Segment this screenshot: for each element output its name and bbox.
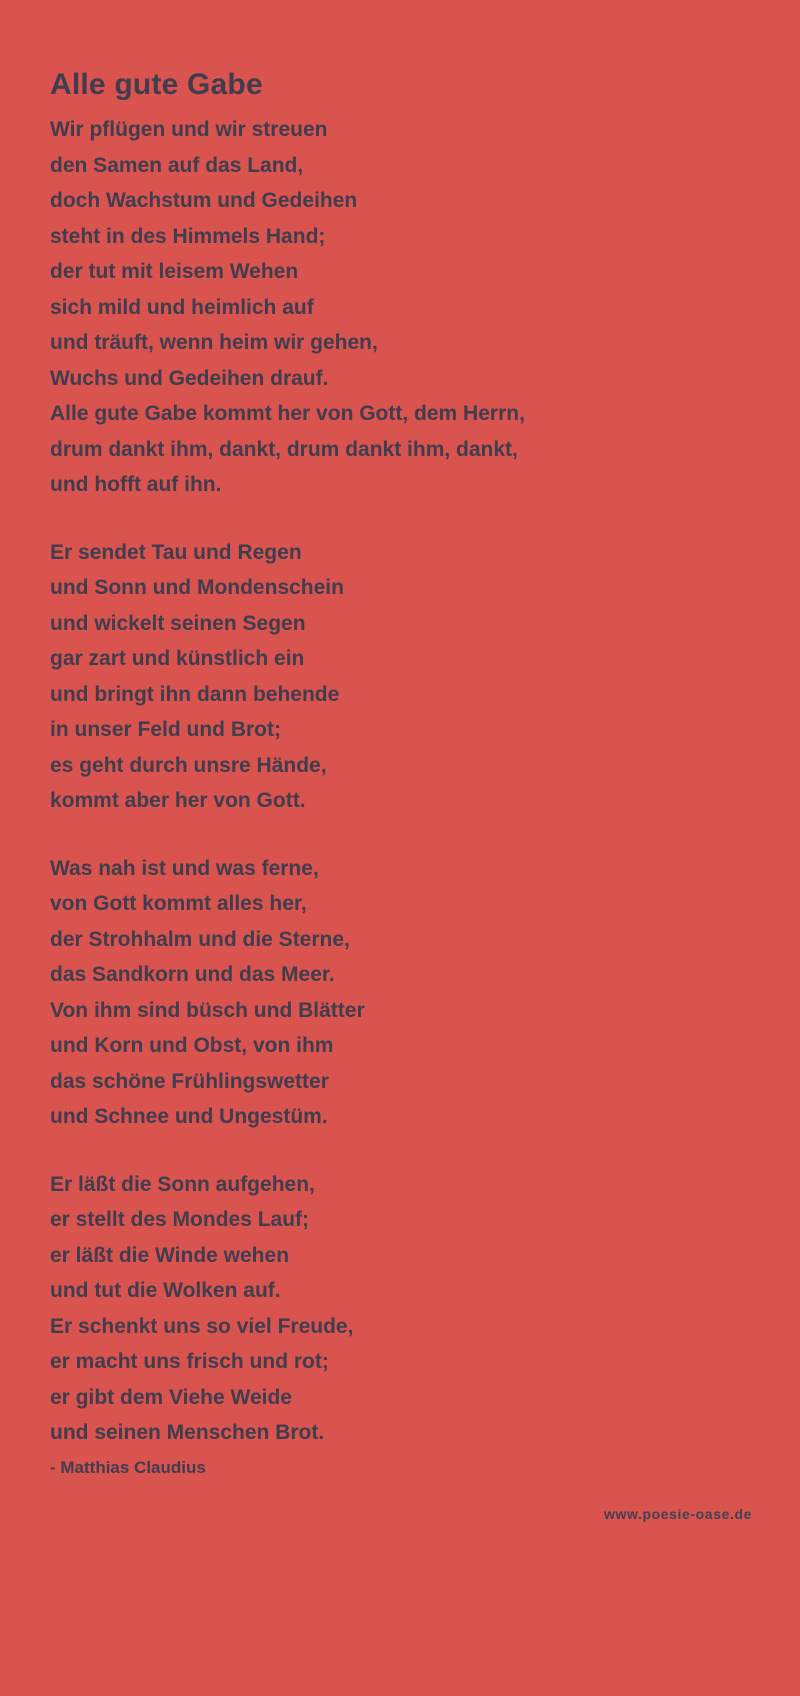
poem-line: es geht durch unsre Hände, bbox=[50, 753, 327, 777]
poem-line: gar zart und künstlich ein bbox=[50, 647, 305, 670]
poem-line: er gibt dem Viehe Weide bbox=[50, 1385, 292, 1409]
poem-line: Er läßt die Sonn aufgehen, bbox=[50, 1172, 315, 1196]
stanza bbox=[50, 535, 750, 819]
poem-line: von Gott kommt alles her, bbox=[50, 892, 307, 915]
poem-line: doch Wachstum und Gedeihen bbox=[50, 189, 358, 212]
poem-line: Alle gute Gabe kommt her von Gott, dem Herrn, bbox=[50, 402, 525, 425]
poem-line: drum dankt ihm, dankt, drum dankt ihm, dankt, bbox=[50, 437, 518, 461]
poem-line: und seinen Menschen Brot. bbox=[50, 1421, 325, 1444]
poem-line: und bringt ihn dann behende bbox=[50, 682, 340, 706]
poem-line: sich mild und heimlich auf bbox=[50, 295, 314, 319]
poem-body bbox=[50, 112, 750, 1451]
poem-line: und Schnee und Ungestüm. bbox=[50, 1105, 328, 1128]
poem-line: und hofft auf ihn. bbox=[50, 473, 222, 496]
poem-line: den Samen auf das Land, bbox=[50, 153, 304, 177]
poem-line: in unser Feld und Brot; bbox=[50, 718, 281, 741]
poem-line: und träuft, wenn heim wir gehen, bbox=[50, 331, 378, 354]
poem-line: das Sandkorn und das Meer. bbox=[50, 963, 335, 986]
poem-line: und wickelt seinen Segen bbox=[50, 611, 306, 635]
poem-line: und Korn und Obst, von ihm bbox=[50, 1034, 334, 1057]
poem-line: der Strohhalm und die Sterne, bbox=[50, 927, 350, 951]
stanza bbox=[50, 1167, 750, 1451]
poem-line: er stellt des Mondes Lauf; bbox=[50, 1208, 310, 1231]
poem-line: steht in des Himmels Hand; bbox=[50, 224, 326, 248]
stanza bbox=[50, 851, 750, 1135]
poem-line: und Sonn und Mondenschein bbox=[50, 576, 344, 599]
stanza bbox=[50, 112, 750, 503]
poem-line: Wir pflügen und wir streuen bbox=[50, 118, 328, 141]
site-credit: www.poesie-oase.de bbox=[604, 1506, 752, 1522]
poem-line: er macht uns frisch und rot; bbox=[50, 1350, 329, 1373]
poem-line: der tut mit leisem Wehen bbox=[50, 260, 299, 283]
poem-line: das schöne Frühlingswetter bbox=[50, 1069, 329, 1093]
poem-author: - Matthias Claudius bbox=[50, 1458, 206, 1477]
poem-line: Er sendet Tau und Regen bbox=[50, 540, 302, 564]
poem-line: und tut die Wolken auf. bbox=[50, 1279, 281, 1302]
poem-line: kommt aber her von Gott. bbox=[50, 789, 306, 812]
poem-line: Er schenkt uns so viel Freude, bbox=[50, 1314, 354, 1338]
poem-line: Was nah ist und was ferne, bbox=[50, 856, 319, 880]
poem-line: er läßt die Winde wehen bbox=[50, 1243, 290, 1267]
poem-line: Von ihm sind büsch und Blätter bbox=[50, 998, 365, 1022]
poem-line: Wuchs und Gedeihen drauf. bbox=[50, 366, 329, 390]
page-title: Alle gute Gabe bbox=[50, 68, 263, 102]
